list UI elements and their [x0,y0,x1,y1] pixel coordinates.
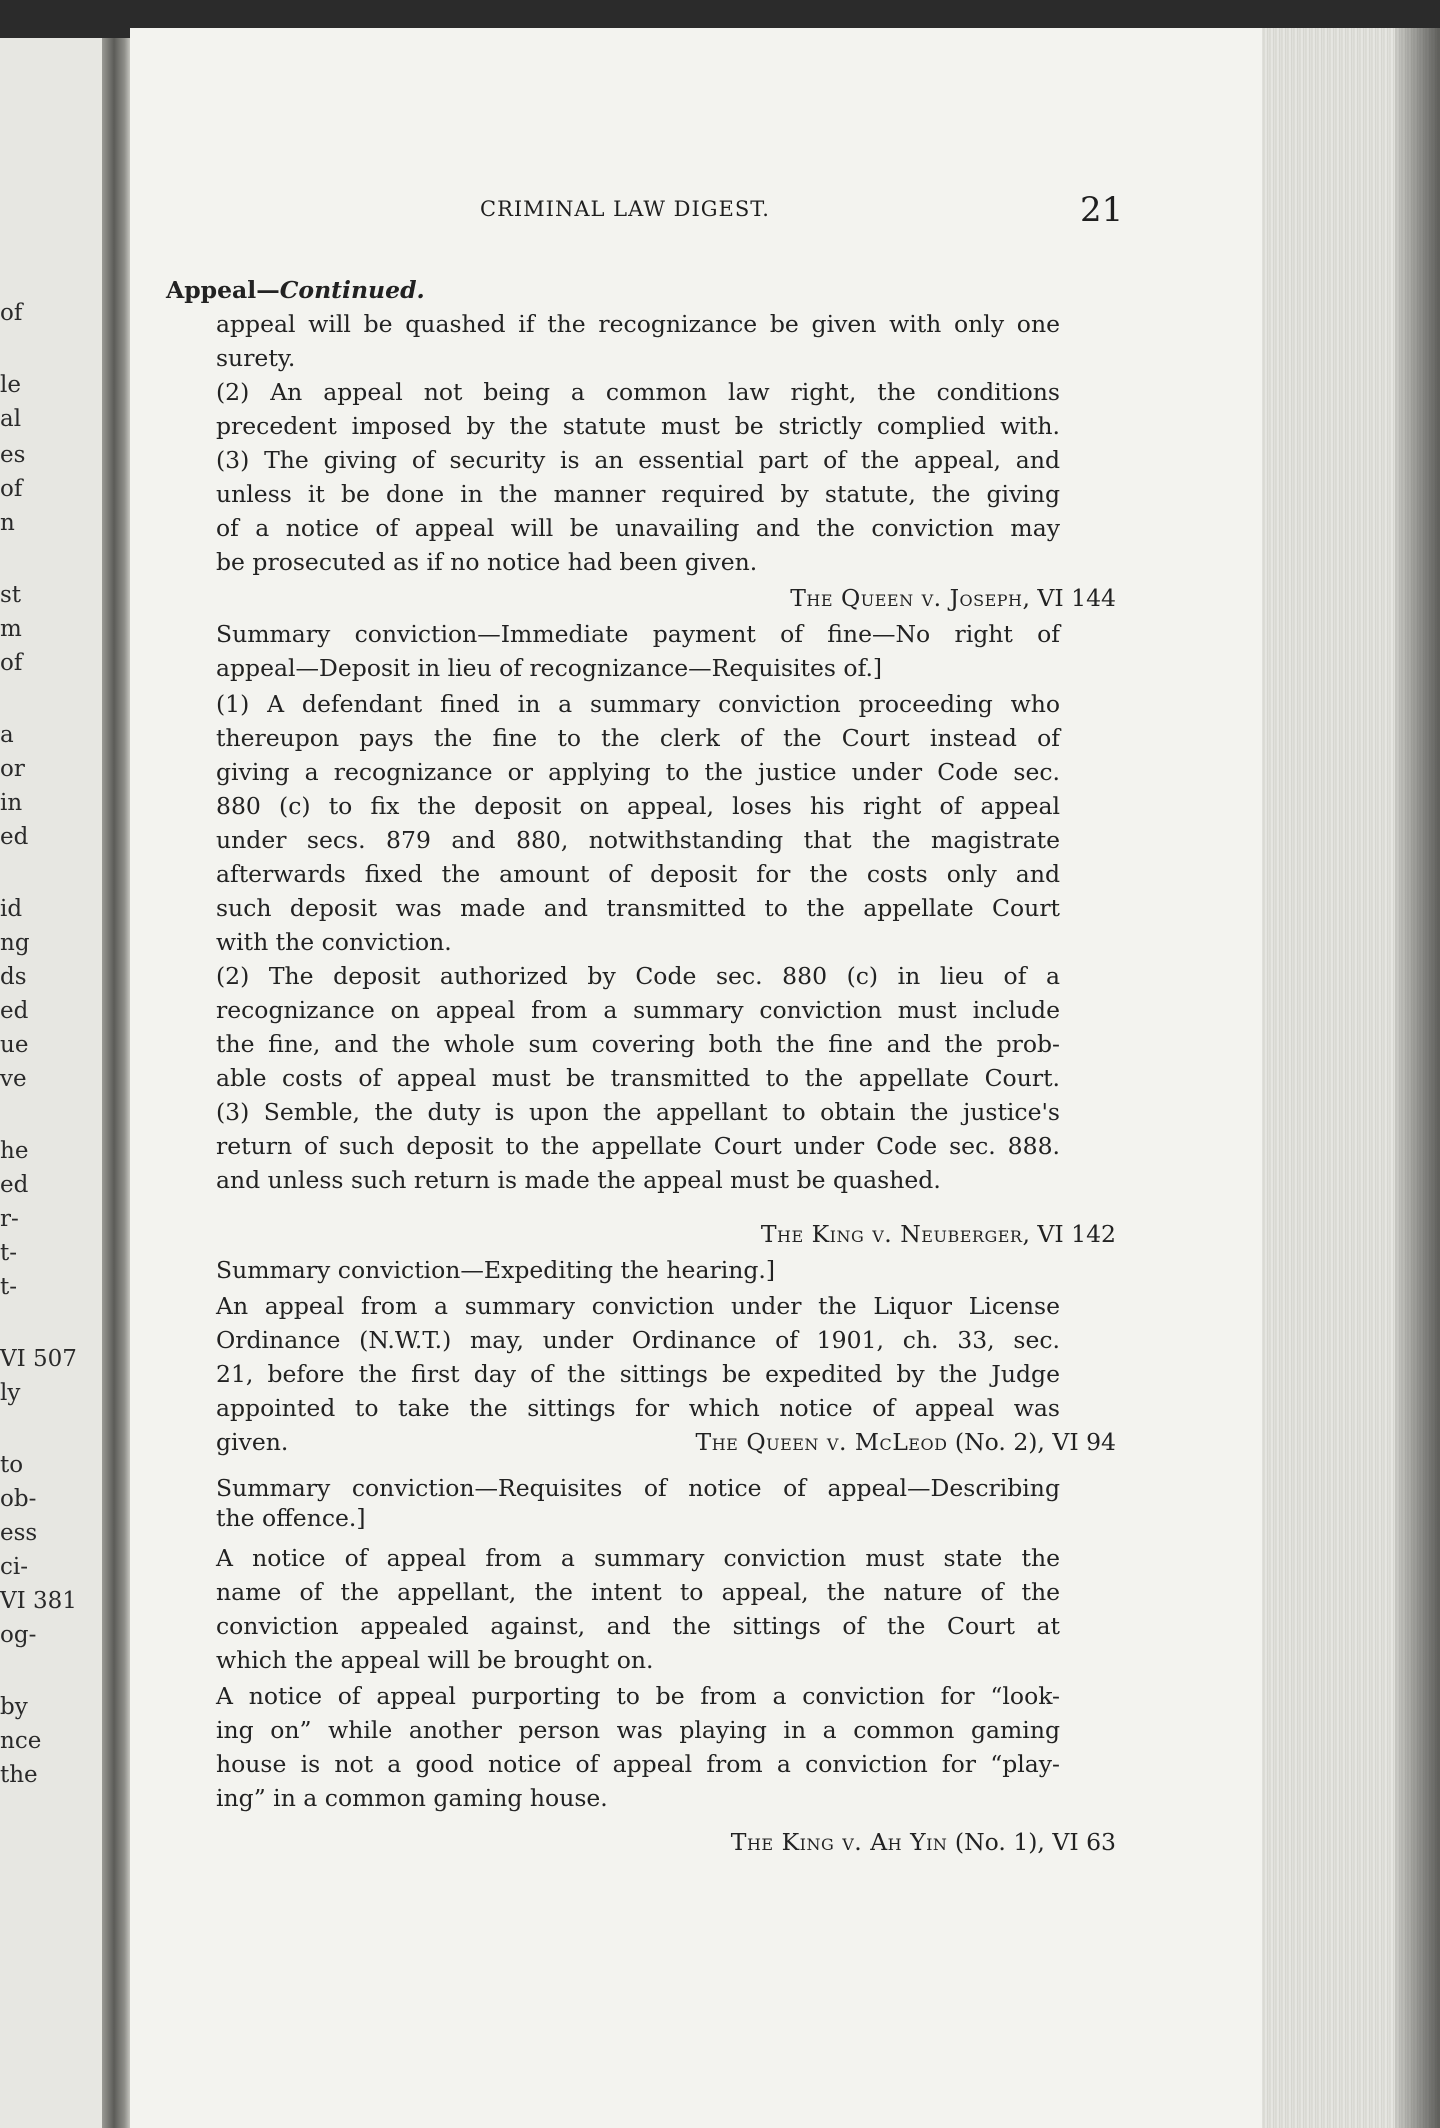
text-line: unless it be done in the manner required by statute, the giving [216,480,1060,508]
facing-page-fragment-text: to [0,1452,24,1478]
facing-page-fragment-text: al [0,406,22,432]
text-line: under secs. 879 and 880, notwithstanding that the magistrate [216,826,1060,854]
text-line: 21, before the first day of the sittings be expedited by the Judge [216,1360,1060,1388]
facing-page-fragment-text: nce [0,1728,42,1754]
facing-page-fragment-text: id [0,896,23,922]
facing-page-fragment-text: of [0,476,23,502]
facing-page-fragment-text: ve [0,1066,27,1092]
facing-page-fragment-text: in [0,790,23,816]
text-line: recognizance on appeal from a summary conviction must include [216,996,1060,1024]
facing-page-fragment-text: ng [0,930,30,956]
text-line: return of such deposit to the appellate Court under Code sec. 888. [216,1132,1060,1160]
facing-page-fragment-text: ed [0,1172,29,1198]
running-head: CRIMINAL LAW DIGEST. [480,197,770,221]
text-line: appeal will be quashed if the recognizance be given with only one [216,310,1060,338]
facing-page-fragment-text: ed [0,824,29,850]
text-line: ing” in a common gaming house. [216,1784,608,1812]
facing-page-fragment-text: or [0,756,25,782]
facing-page-fragment-text: by [0,1694,28,1720]
text-line: (3) The giving of security is an essential part of the appeal, and [216,446,1060,474]
entry-heading-line: Summary conviction—Requisites of notice of appeal—Describing [216,1474,1060,1502]
text-line: (2) The deposit authorized by Code sec. 880 (c) in lieu of a [216,962,1060,990]
facing-page-fragment-text: t- [0,1240,18,1266]
text-line: giving a recognizance or applying to the justice under Code sec. [216,758,1060,786]
text-line: of a notice of appeal will be unavailing and the conviction may [216,514,1060,542]
text-line: given. [216,1428,289,1456]
case-citation: The Queen v. Joseph, VI 144 [790,584,1116,612]
heading-continued: Continued. [279,276,425,304]
facing-page-fragment-text: m [0,616,22,642]
facing-page-fragment-text: he [0,1138,29,1164]
facing-page-fragment-text: st [0,582,22,608]
page-stack-shade [1395,28,1440,2128]
text-line: (1) A defendant fined in a summary conviction proceeding who [216,690,1060,718]
case-citation: The King v. Neuberger, VI 142 [760,1220,1116,1248]
entry-heading-line: the offence.] [216,1504,366,1532]
text-line: name of the appellant, the intent to appeal, the nature of the [216,1578,1060,1606]
text-line: An appeal from a summary conviction under the Liquor License [216,1292,1060,1320]
text-line: (2) An appeal not being a common law right, the conditions [216,378,1060,406]
text-line: be prosecuted as if no notice had been given. [216,548,758,576]
text-line: such deposit was made and transmitted to the appellate Court [216,894,1060,922]
text-line: appointed to take the sittings for which notice of appeal was [216,1394,1060,1422]
facing-page-fragment-text: a [0,722,14,748]
facing-page-fragment-text: r- [0,1206,19,1232]
text-line: conviction appealed against, and the sittings of the Court at [216,1612,1060,1640]
heading-main: Appeal— [166,276,280,304]
facing-page-fragment-text: the [0,1762,38,1788]
facing-page-fragment-text: ue [0,1032,29,1058]
text-line: (3) Semble, the duty is upon the appellant to obtain the justice's [216,1098,1060,1126]
text-line: A notice of appeal purporting to be from a conviction for “look- [216,1682,1060,1710]
facing-page-fragment [0,38,112,2128]
facing-page-fragment-text: ds [0,964,27,990]
text-line: and unless such return is made the appeal must be quashed. [216,1166,941,1194]
text-line: afterwards fixed the amount of deposit for the costs only and [216,860,1060,888]
entry-heading-line: Summary conviction—Immediate payment of fine—No right of [216,620,1060,648]
case-citation: The King v. Ah Yin (No. 1), VI 63 [730,1828,1116,1856]
case-citation: The Queen v. McLeod (No. 2), VI 94 [695,1428,1116,1456]
facing-page-fragment-text: ess [0,1520,38,1546]
facing-page-fragment-text: of [0,300,23,326]
text-line: 880 (c) to fix the deposit on appeal, loses his right of appeal [216,792,1060,820]
facing-page-fragment-text: ed [0,998,29,1024]
text-line: surety. [216,344,296,372]
facing-page-fragment-text: t- [0,1274,18,1300]
text-line: house is not a good notice of appeal from a conviction for “play- [216,1750,1060,1778]
text-line: able costs of appeal must be transmitted to the appellate Court. [216,1064,1060,1092]
facing-page-fragment-text: ci- [0,1554,29,1580]
book-gutter [102,38,132,2128]
facing-page-fragment-text: VI 507 [0,1346,77,1372]
text-line: precedent imposed by the statute must be strictly complied with. [216,412,1060,440]
page-number: 21 [1080,190,1124,230]
facing-page-fragment-text: le [0,372,21,398]
text-line: with the conviction. [216,928,452,956]
facing-page-fragment-text: es [0,442,26,468]
entry-heading-line: Summary conviction—Expediting the hearing.] [216,1256,776,1284]
text-line: thereupon pays the fine to the clerk of the Court instead of [216,724,1060,752]
facing-page-fragment-text: og- [0,1622,37,1648]
text-line: A notice of appeal from a summary conviction must state the [216,1544,1060,1572]
text-line: Ordinance (N.W.T.) may, under Ordinance of 1901, ch. 33, sec. [216,1326,1060,1354]
facing-page-fragment-text: ly [0,1380,21,1406]
section-heading [166,275,425,305]
facing-page-fragment-text: of [0,650,23,676]
text-line: the fine, and the whole sum covering both the fine and the prob- [216,1030,1060,1058]
facing-page-fragment-text: n [0,510,15,536]
text-line: which the appeal will be brought on. [216,1646,654,1674]
entry-heading-line: appeal—Deposit in lieu of recognizance—Requisites of.] [216,654,883,682]
facing-page-fragment-text: ob- [0,1486,37,1512]
text-line: ing on” while another person was playing in a common gaming [216,1716,1060,1744]
facing-page-fragment-text: VI 381 [0,1588,77,1614]
